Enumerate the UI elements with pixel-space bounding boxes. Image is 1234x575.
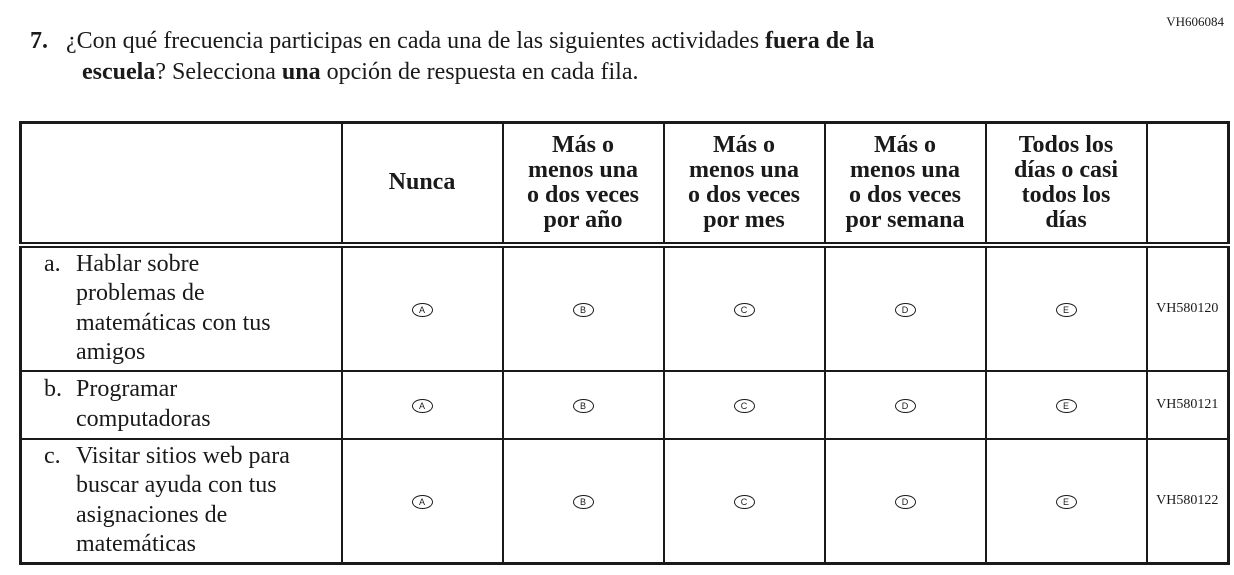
question-prompt	[30, 26, 1110, 88]
option-a-bubble[interactable]: A	[412, 399, 433, 413]
activity-label	[21, 245, 342, 371]
header-line: Más o	[552, 131, 614, 158]
option-e-bubble[interactable]: E	[1056, 303, 1077, 317]
header-line: por semana	[845, 206, 965, 233]
option-b-bubble[interactable]: B	[573, 399, 594, 413]
header-por-ano	[503, 123, 664, 245]
question-bold-fuera: fuera de la	[765, 28, 875, 54]
option-a-bubble[interactable]: A	[412, 495, 433, 509]
option-a-bubble[interactable]: A	[412, 303, 433, 317]
header-line: o dos veces	[527, 181, 639, 208]
option-d-bubble[interactable]: D	[895, 303, 916, 317]
option-d-bubble[interactable]: D	[895, 399, 916, 413]
header-line: por año	[543, 206, 623, 233]
header-line: Nunca	[388, 169, 456, 196]
row-code: VH580120	[1147, 245, 1229, 371]
option-c-bubble[interactable]: C	[734, 495, 755, 509]
row-letter: c.	[44, 442, 61, 469]
header-line: por mes	[703, 206, 785, 233]
table-row	[21, 439, 1229, 564]
activity-line: matemáticas con tus	[76, 309, 271, 336]
question-bold-una: una	[281, 59, 321, 85]
question-number: 7.	[30, 28, 48, 54]
header-line: Todos los	[1018, 131, 1114, 158]
option-b-bubble[interactable]: B	[573, 303, 594, 317]
activity-label	[21, 371, 342, 439]
header-line: o dos veces	[849, 181, 961, 208]
option-e-bubble[interactable]: E	[1056, 495, 1077, 509]
header-line: Más o	[874, 131, 936, 158]
option-c-bubble[interactable]: C	[734, 399, 755, 413]
header-por-mes	[664, 123, 825, 245]
activity-line: Hablar sobre	[76, 250, 200, 277]
row-letter: a.	[44, 250, 61, 277]
header-nunca	[342, 123, 503, 245]
question-text-end: opción de respuesta en cada fila.	[320, 59, 639, 85]
header-line: todos los	[1021, 181, 1111, 208]
response-grid	[19, 121, 1230, 565]
activity-line: Programar	[76, 376, 178, 402]
header-line: menos una	[849, 156, 961, 183]
row-letter: b.	[44, 376, 62, 402]
table-row	[21, 245, 1229, 371]
header-line: días	[1045, 206, 1087, 233]
question-line-1	[30, 26, 1110, 57]
activity-line: matemáticas	[76, 531, 196, 557]
row-code: VH580121	[1147, 371, 1229, 439]
header-por-semana	[825, 123, 986, 245]
question-line-2	[30, 57, 1110, 88]
header-line: Más o	[713, 131, 775, 158]
activity-line: amigos	[76, 339, 146, 365]
option-c-bubble[interactable]: C	[734, 303, 755, 317]
header-todos-los-dias	[986, 123, 1147, 245]
header-line: menos una	[527, 156, 639, 183]
header-line: o dos veces	[688, 181, 800, 208]
activity-line: buscar ayuda con tus	[76, 472, 277, 498]
question-text-middle: ? Selecciona	[155, 59, 282, 85]
option-d-bubble[interactable]: D	[895, 495, 916, 509]
question-text-before: ¿Con qué frecuencia participas en cada una de las siguientes actividades	[66, 28, 766, 54]
activity-label	[21, 439, 342, 564]
item-id: VH606084	[1166, 14, 1224, 29]
header-activity	[21, 123, 342, 245]
activity-line: problemas de	[76, 280, 205, 306]
activity-line: computadoras	[76, 405, 211, 432]
table-row	[21, 371, 1229, 439]
question-bold-escuela: escuela	[82, 59, 156, 85]
header-line: días o casi	[1013, 156, 1118, 183]
row-code: VH580122	[1147, 439, 1229, 564]
activity-line: asignaciones de	[76, 501, 228, 528]
header-line: menos una	[688, 156, 800, 183]
option-b-bubble[interactable]: B	[573, 495, 594, 509]
option-e-bubble[interactable]: E	[1056, 399, 1077, 413]
activity-line: Visitar sitios web para	[76, 442, 290, 469]
header-row	[21, 123, 1229, 245]
header-code	[1147, 123, 1229, 245]
